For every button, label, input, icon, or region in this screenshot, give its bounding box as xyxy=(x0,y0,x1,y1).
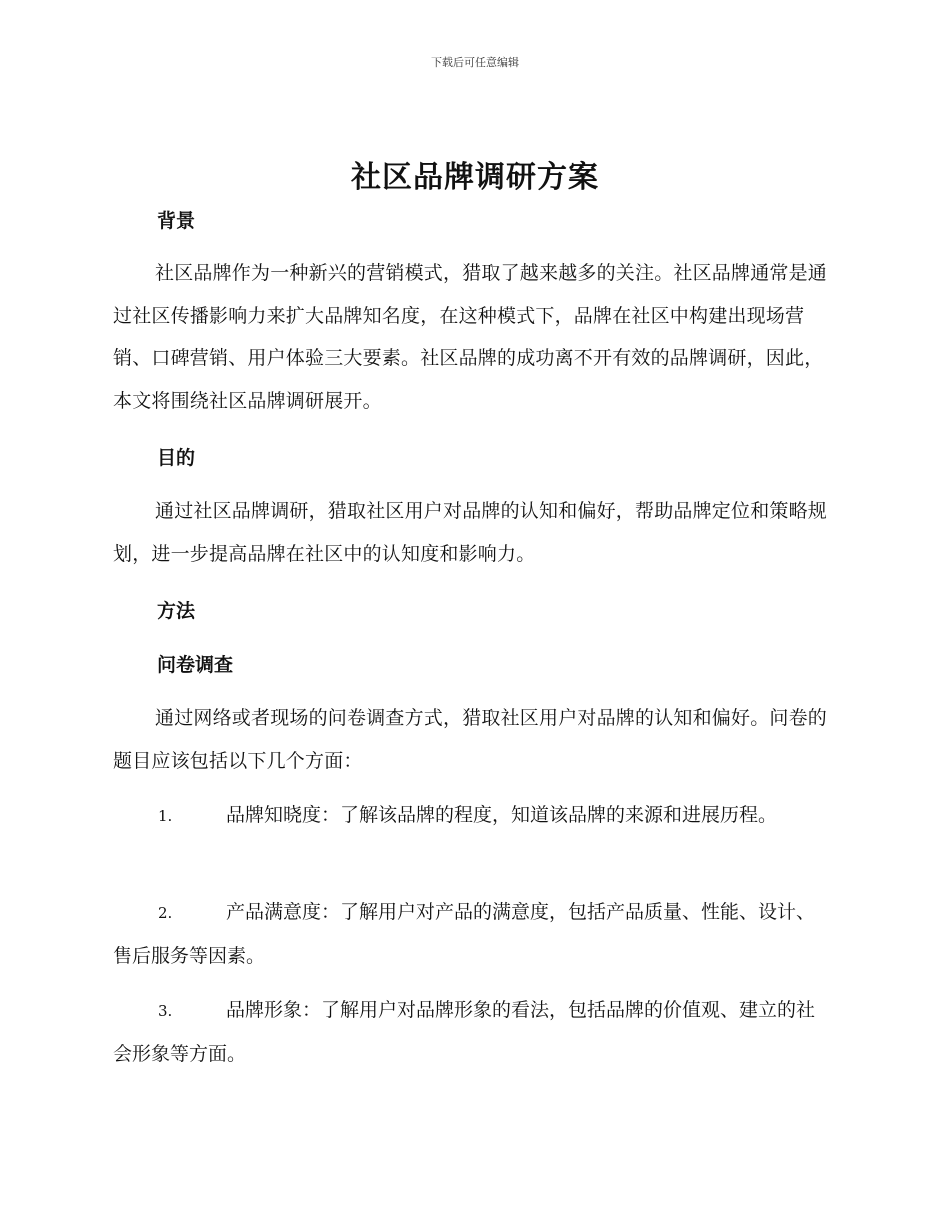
list-item-text: 品牌形象：了解用户对品牌形象的看法，包括品牌的价值观、建立的社会形象等方面。 xyxy=(113,999,816,1065)
list-item xyxy=(113,989,833,1075)
paragraph-purpose: 通过社区品牌调研，猎取社区用户对品牌的认知和偏好，帮助品牌定位和策略规划，进一步提高品牌在社区中的认知度和影响力。 xyxy=(113,500,828,565)
heading-method: 方法 xyxy=(157,600,196,622)
list-item-number: 3. xyxy=(158,1002,173,1020)
list-item-text: 品牌知晓度：了解该品牌的程度，知道该品牌的来源和进展历程。 xyxy=(226,804,778,826)
list-item xyxy=(113,891,833,977)
page-header-note: 下载后可任意编辑 xyxy=(431,56,519,69)
paragraph-survey: 通过网络或者现场的问卷调查方式，猎取社区用户对品牌的认知和偏好。问卷的题目应该包括以下几个方面： xyxy=(113,707,828,772)
list-item-number: 2. xyxy=(158,904,173,922)
heading-background: 背景 xyxy=(157,210,196,232)
list-item-text: 产品满意度：了解用户对产品的满意度，包括产品质量、性能、设计、售后服务等因素。 xyxy=(113,901,816,967)
list-item xyxy=(113,794,833,838)
heading-survey: 问卷调查 xyxy=(157,654,234,676)
document-title: 社区品牌调研方案 xyxy=(351,160,599,195)
heading-purpose: 目的 xyxy=(157,447,196,469)
paragraph-background: 社区品牌作为一种新兴的营销模式，猎取了越来越多的关注。社区品牌通常是通过社区传播影响力来扩大品牌知名度，在这种模式下，品牌在社区中构建出现场营销、口碑营销、用户体验三大要素。社区品牌的成功离不开有效的品牌调研，因此，本文将围绕社区品牌调研展开。 xyxy=(113,262,828,412)
list-item-number: 1. xyxy=(158,807,173,825)
